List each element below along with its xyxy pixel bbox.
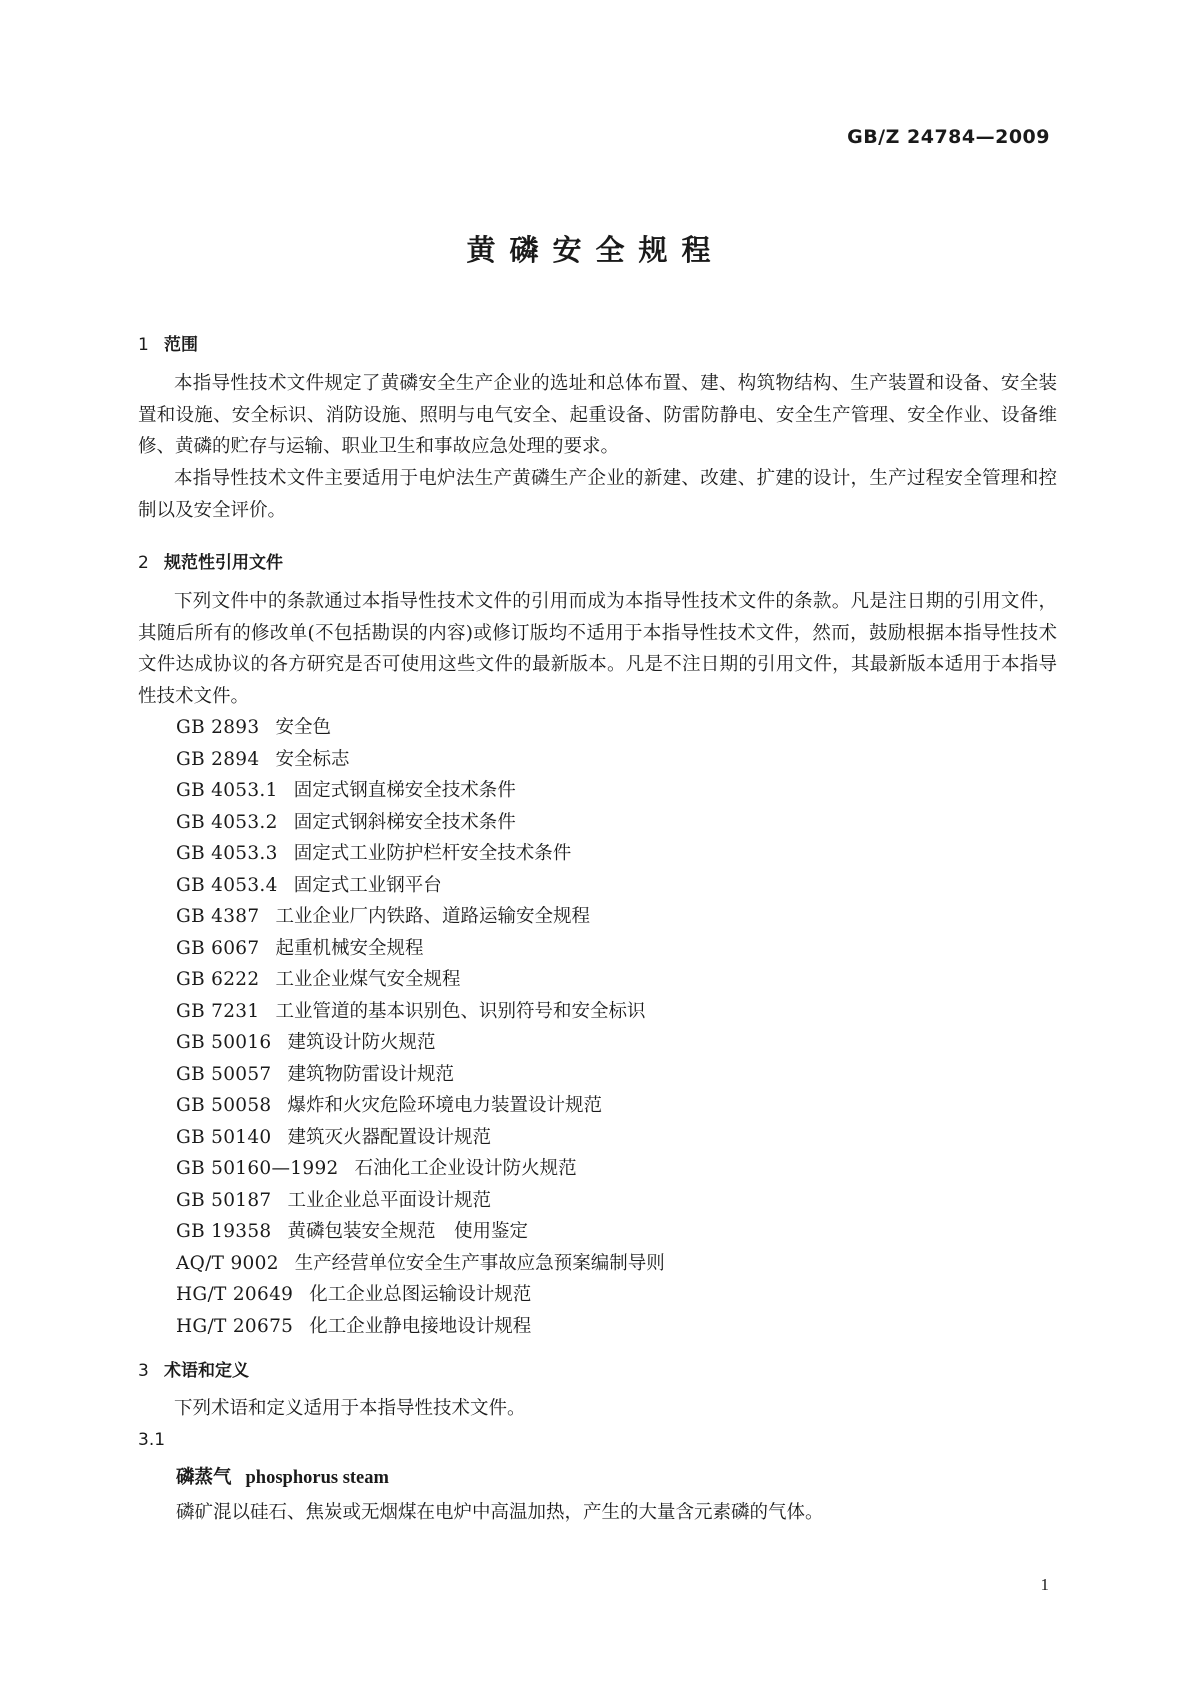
reference-title: 起重机械安全规程: [275, 937, 424, 959]
reference-code: GB 4053.4: [176, 874, 278, 896]
reference-title: 建筑灭火器配置设计规范: [287, 1126, 492, 1148]
document-title: 黄磷安全规程: [466, 233, 725, 267]
reference-code: GB 50057: [176, 1063, 272, 1085]
reference-title: 黄磷包装安全规范 使用鉴定: [287, 1221, 529, 1242]
reference-title: 生产经营单位安全生产事故应急预案编制导则: [294, 1252, 665, 1274]
section-3-heading: [138, 1356, 249, 1381]
page-number: 1: [1040, 1575, 1049, 1594]
reference-code: GB 50140: [176, 1126, 272, 1148]
reference-title: 工业企业总平面设计规范: [287, 1189, 492, 1211]
reference-title: 爆炸和火灾危险环境电力装置设计规范: [287, 1095, 603, 1116]
reference-title: 安全色: [275, 717, 331, 738]
list-item: [176, 1122, 665, 1154]
terms-intro: 下列术语和定义适用于本指导性技术文件。: [174, 1398, 526, 1419]
reference-code: GB 50058: [176, 1095, 272, 1116]
clause-number: 3.1: [138, 1430, 166, 1450]
section-title: 术语和定义: [164, 1361, 249, 1381]
reference-code: HG/T 20675: [176, 1315, 294, 1337]
list-item: [176, 964, 665, 996]
reference-title: 工业管道的基本识别色、识别符号和安全标识: [275, 1000, 646, 1022]
list-item: [176, 1311, 665, 1343]
list-item: [176, 838, 665, 870]
list-item: [176, 996, 665, 1028]
section-number: 2: [138, 553, 149, 573]
reference-title: 化工企业静电接地设计规程: [309, 1315, 532, 1337]
reference-title: 固定式工业防护栏杆安全技术条件: [293, 843, 572, 864]
term-chinese: 磷蒸气: [176, 1467, 232, 1488]
reference-code: GB 50187: [176, 1189, 272, 1211]
term-english: phosphorus steam: [245, 1468, 389, 1488]
reference-code: GB 2893: [176, 717, 260, 738]
list-item: [176, 1090, 665, 1122]
list-item: [176, 1027, 665, 1059]
list-item: [176, 1185, 665, 1217]
list-item: [176, 1059, 665, 1091]
reference-code: GB 50016: [176, 1032, 272, 1053]
list-item: [176, 901, 665, 933]
reference-code: GB 4387: [176, 906, 260, 927]
list-item: [176, 775, 665, 807]
reference-code: GB 7231: [176, 1000, 260, 1022]
standard-number: GB/Z 24784—2009: [847, 126, 1050, 148]
reference-title: 固定式钢直梯安全技术条件: [293, 780, 516, 801]
reference-title: 化工企业总图运输设计规范: [309, 1284, 532, 1305]
section-1-heading: [138, 330, 198, 355]
list-item: [176, 712, 665, 744]
references-intro: 下列文件中的条款通过本指导性技术文件的引用而成为本指导性技术文件的条款。凡是注日期的引用文件，其随后所有的修改单(不包括勘误的内容)或修订版均不适用于本指导性技术文件，然而，鼓励根据本指导性技术文件达成协议的各方研究是否可使用这些文件的最新版本。凡是不注日期的引用文件，其最新版本适用于本指导性技术文件。: [138, 591, 1057, 707]
reference-title: 工业企业厂内铁路、道路运输安全规程: [275, 906, 590, 927]
reference-title: 石油化工企业设计防火规范: [354, 1158, 577, 1179]
list-item: [176, 1248, 665, 1280]
reference-code: HG/T 20649: [176, 1284, 294, 1305]
list-item: [176, 870, 665, 902]
reference-code: GB 6067: [176, 937, 260, 959]
section-title: 范围: [164, 335, 198, 355]
list-item: [176, 807, 665, 839]
section-title: 规范性引用文件: [164, 553, 283, 573]
reference-code: GB 4053.2: [176, 811, 278, 833]
reference-list: [176, 712, 665, 1342]
scope-paragraph: 本指导性技术文件主要适用于电炉法生产黄磷生产企业的新建、改建、扩建的设计，生产过程安全管理和控制以及安全评价。: [138, 468, 1057, 521]
reference-code: GB 4053.3: [176, 843, 278, 864]
reference-title: 固定式钢斜梯安全技术条件: [293, 811, 516, 833]
reference-title: 建筑物防雷设计规范: [287, 1063, 455, 1085]
section-2-heading: [138, 548, 283, 573]
reference-title: 固定式工业钢平台: [293, 874, 442, 896]
list-item: [176, 933, 665, 965]
reference-code: GB 50160—1992: [176, 1158, 339, 1179]
reference-code: GB 2894: [176, 748, 260, 770]
term-entry: [176, 1463, 389, 1489]
reference-title: 建筑设计防火规范: [287, 1032, 436, 1053]
list-item: [176, 1279, 665, 1311]
reference-code: GB 4053.1: [176, 780, 278, 801]
section-number: 3: [138, 1361, 149, 1381]
reference-title: 工业企业煤气安全规程: [275, 969, 461, 990]
reference-code: GB 6222: [176, 969, 260, 990]
list-item: [176, 1216, 665, 1248]
section-number: 1: [138, 335, 149, 355]
scope-paragraph: 本指导性技术文件规定了黄磷安全生产企业的选址和总体布置、建、构筑物结构、生产装置和设备、安全装置和设施、安全标识、消防设施、照明与电气安全、起重设备、防雷防静电、安全生产管理、安全作业、设备维修、黄磷的贮存与运输、职业卫生和事故应急处理的要求。: [138, 373, 1057, 457]
list-item: [176, 744, 665, 776]
reference-title: 安全标志: [275, 748, 350, 770]
term-definition: 磷矿混以硅石、焦炭或无烟煤在电炉中高温加热，产生的大量含元素磷的气体。: [176, 1502, 824, 1523]
reference-code: AQ/T 9002: [176, 1252, 279, 1274]
list-item: [176, 1153, 665, 1185]
reference-code: GB 19358: [176, 1221, 272, 1242]
